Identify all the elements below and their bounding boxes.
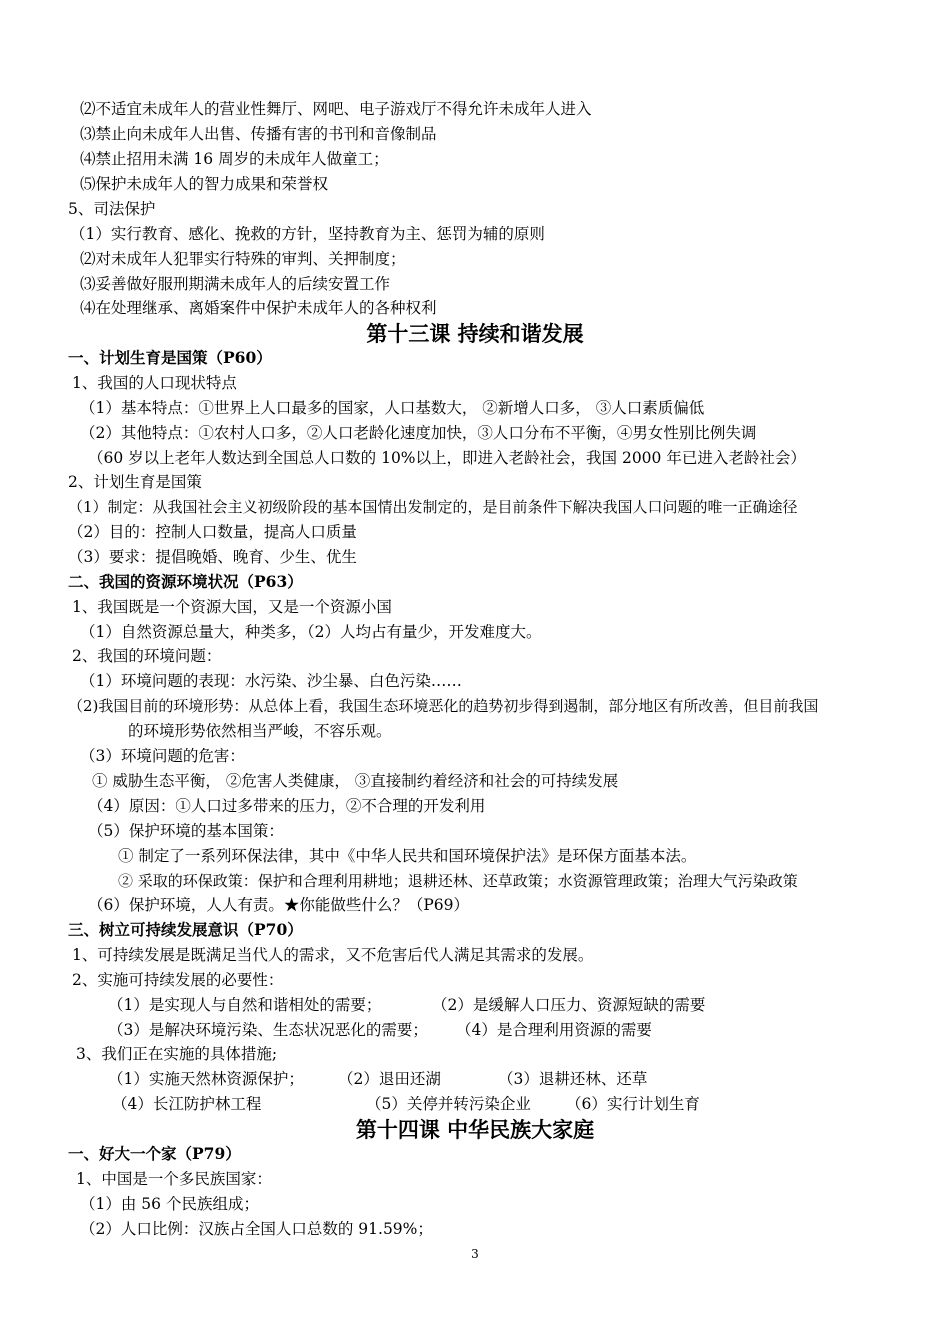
text-line: （6）保护环境，人人有责。★你能做些什么？（P69） — [88, 896, 470, 914]
text-line: （2）其他特点：①农村人口多，②人口老龄化速度加快，③人口分布不平衡，④男女性别比例失调 — [80, 424, 757, 442]
text-line: （60 岁以上老年人数达到全国总人口数的 10%以上，即进入老龄社会，我国 2000 年已进入老龄社会） — [88, 449, 806, 467]
text-line: （2）目的：控制人口数量，提高人口质量 — [68, 523, 357, 541]
text-line: （2）人口比例：汉族占全国人口总数的 91.59%； — [80, 1220, 433, 1238]
text-line: 2、实施可持续发展的必要性： — [72, 971, 284, 989]
text-line: （1）基本特点：①世界上人口最多的国家，人口基数大， ②新增人口多， ③人口素质偏低 — [80, 399, 705, 417]
section-heading: 一、好大一个家（P79） — [68, 1144, 241, 1163]
text-line: （1）是实现人与自然和谐相处的需要； — [108, 996, 382, 1014]
section-heading: 一、计划生育是国策（P60） — [68, 348, 272, 367]
text-line: ① 制定了一系列环保法律，其中《中华人民共和国环境保护法》是环保方面基本法。 — [118, 847, 697, 865]
text-line: （4）原因：①人口过多带来的压力，②不合理的开发利用 — [88, 797, 486, 815]
text-line: ⑵对未成年人犯罪实行特殊的审判、关押制度； — [80, 250, 406, 268]
text-line: （5）保护环境的基本国策： — [88, 822, 284, 840]
text-line: 5、司法保护 — [68, 200, 156, 218]
text-line: 1、我国的人口现状特点 — [72, 374, 237, 392]
text-line: ⑷禁止招用未满 16 周岁的未成年人做童工； — [80, 150, 389, 168]
text-line: 2、计划生育是国策 — [68, 473, 202, 491]
text-line: 1、我国既是一个资源大国，又是一个资源小国 — [72, 598, 392, 616]
text-line: 1、可持续发展是既满足当代人的需求，又不危害后代人满足其需求的发展。 — [72, 946, 594, 964]
text-line: 的环境形势依然相当严峻，不容乐观。 — [128, 722, 392, 740]
section-heading: 三、树立可持续发展意识（P70） — [68, 920, 303, 939]
text-line: （1）环境问题的表现：水污染、沙尘暴、白色污染…… — [80, 672, 462, 690]
text-line: （1）自然资源总量大，种类多，（2）人均占有量少，开发难度大。 — [80, 623, 542, 641]
text-line: （3）要求：提倡晚婚、晚育、少生、优生 — [68, 548, 357, 566]
text-line: （1）实施天然林资源保护； — [108, 1070, 304, 1088]
text-line: ⑸保护未成年人的智力成果和荣誉权 — [80, 175, 329, 193]
text-line: （2）退田还湖 — [338, 1070, 441, 1088]
text-line: （2）是缓解人口压力、资源短缺的需要 — [432, 996, 706, 1014]
section-heading: 二、我国的资源环境状况（P63） — [68, 572, 303, 591]
text-line: （4）长江防护林工程 — [112, 1095, 262, 1113]
text-line: （3）环境问题的危害： — [80, 747, 245, 765]
text-line: （4）是合理利用资源的需要 — [456, 1021, 652, 1039]
text-line: ② 采取的环保政策：保护和合理利用耕地；退耕还林、还草政策；水资源管理政策；治理大气污染政策 — [118, 872, 798, 890]
page-number: 3 — [471, 1247, 479, 1261]
text-line: 3、我们正在实施的具体措施; — [76, 1045, 278, 1063]
text-line: ⑵不适宜未成年人的营业性舞厅、网吧、电子游戏厅不得允许未成年人进入 — [80, 100, 592, 118]
text-line: 2、我国的环境问题： — [72, 647, 222, 665]
text-line: ⑶禁止向未成年人出售、传播有害的书刊和音像制品 — [80, 125, 437, 143]
text-line: （1）制定：从我国社会主义初级阶段的基本国情出发制定的，是目前条件下解决我国人口问题的唯一正确途径 — [68, 498, 798, 516]
lesson-title: 第十四课 中华民族大家庭 — [355, 1118, 595, 1142]
text-line: ① 威胁生态平衡， ②危害人类健康， ③直接制约着经济和社会的可持续发展 — [92, 772, 619, 790]
text-line: （3）退耕还林、还草 — [498, 1070, 648, 1088]
text-line: （2)我国目前的环境形势：从总体上看，我国生态环境恶化的趋势初步得到遏制，部分地区有所改善，但目前我国 — [68, 697, 819, 715]
text-line: ⑶妥善做好服刑期满未成年人的后续安置工作 — [80, 275, 391, 293]
text-line: （3）是解决环境污染、生态状况恶化的需要； — [108, 1021, 428, 1039]
lesson-title: 第十三课 持续和谐发展 — [366, 322, 584, 346]
text-line: 1、中国是一个多民族国家： — [76, 1170, 272, 1188]
text-line: ⑷在处理继承、离婚案件中保护未成年人的各种权利 — [80, 299, 437, 317]
text-line: （1）由 56 个民族组成； — [80, 1195, 259, 1213]
text-line: （6）实行计划生育 — [566, 1095, 700, 1113]
text-line: （1）实行教育、感化、挽救的方针，坚持教育为主、惩罚为辅的原则 — [70, 225, 545, 243]
text-line: （5）关停并转污染企业 — [366, 1095, 531, 1113]
